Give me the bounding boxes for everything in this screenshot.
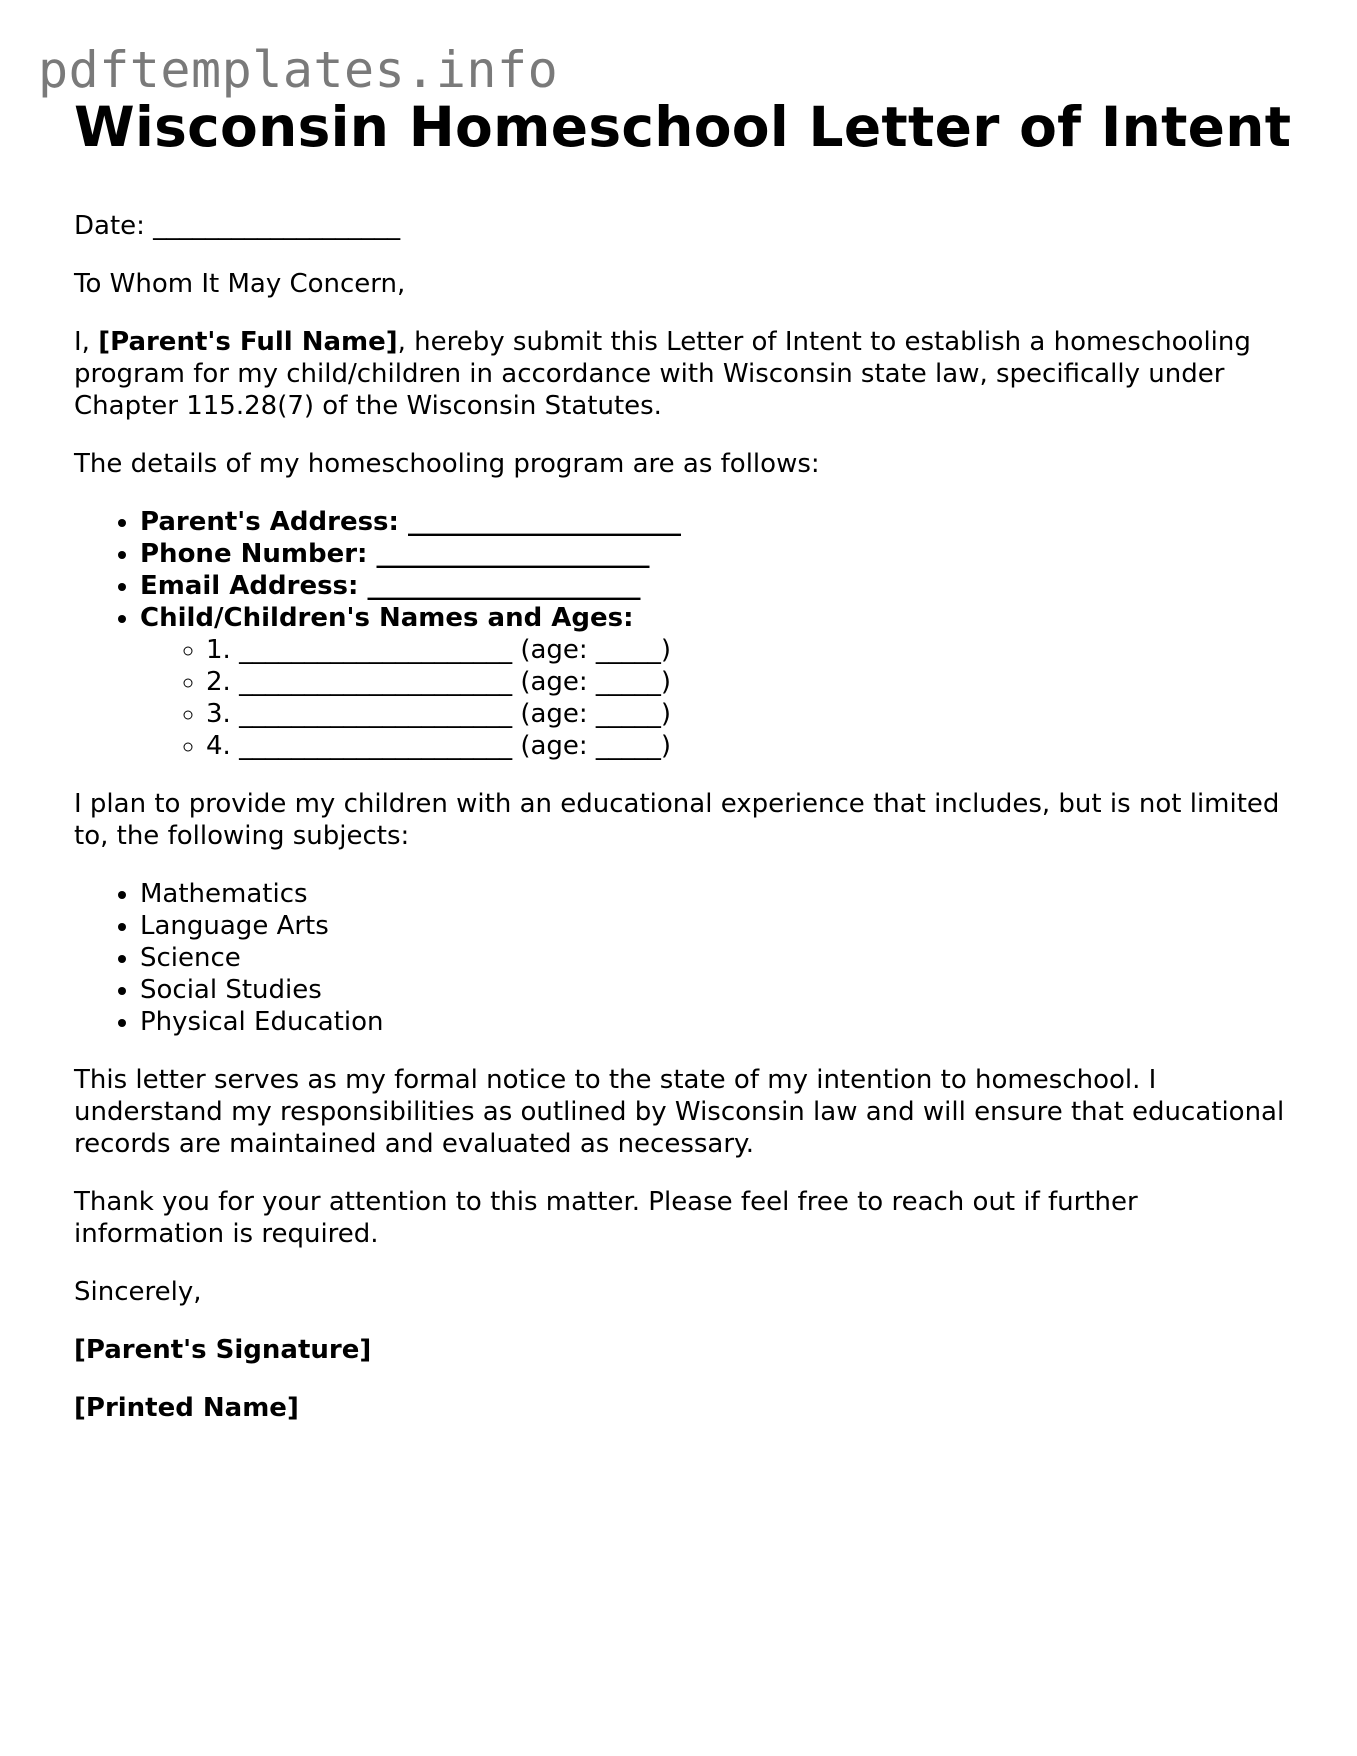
details-item-children xyxy=(140,602,1294,762)
closing: Sincerely, xyxy=(74,1277,202,1307)
subjects-lead: I plan to provide my children with an educational experience that includes, but is not limited to, the following subjects: xyxy=(74,789,1280,851)
address-blank: _____________________ xyxy=(398,507,681,537)
date-field: Date: ___________________ xyxy=(74,211,401,241)
address-label: Parent's Address: xyxy=(140,507,399,537)
child-entry: ◦ 2. _____________________ (age: _____) xyxy=(206,666,1294,698)
letter-page xyxy=(74,92,1294,1424)
subject-item: • Social Studies xyxy=(140,974,1294,1006)
subjects-list xyxy=(74,878,1294,1038)
details-item-phone xyxy=(140,538,1294,570)
signature-placeholder: [Parent's Signature] xyxy=(74,1335,372,1365)
subject-item: • Science xyxy=(140,942,1294,974)
phone-label: Phone Number: xyxy=(140,539,368,569)
details-lead: The details of my homeschooling program are as follows: xyxy=(74,449,820,479)
intro-prefix: I, xyxy=(74,327,99,357)
details-list xyxy=(74,506,1294,762)
parent-name-placeholder: [Parent's Full Name] xyxy=(98,327,398,357)
notice-paragraph: This letter serves as my formal notice to the state of my intention to homeschool. I understand my responsibilities as outlined by Wisconsin law and will ensure that educational records are maintained and evaluated as necessary. xyxy=(74,1065,1285,1159)
subject-item: • Physical Education xyxy=(140,1006,1294,1038)
watermark: pdftemplates.info xyxy=(38,41,559,99)
intro-paragraph xyxy=(74,326,1294,422)
subject-item: • Mathematics xyxy=(140,878,1294,910)
page-title: Wisconsin Homeschool Letter of Intent xyxy=(74,95,1292,159)
email-blank: _____________________ xyxy=(358,571,641,601)
children-label: Child/Children's Names and Ages: xyxy=(140,603,634,633)
email-label: Email Address: xyxy=(140,571,359,601)
child-entry: ◦ 1. _____________________ (age: _____) xyxy=(206,634,1294,666)
children-list xyxy=(140,634,1294,762)
printed-name-placeholder: [Printed Name] xyxy=(74,1393,299,1423)
details-item-address xyxy=(140,506,1294,538)
thanks-paragraph: Thank you for your attention to this matter. Please feel free to reach out if further information is required. xyxy=(74,1187,1138,1249)
greeting: To Whom It May Concern, xyxy=(74,269,406,299)
intro-suffix: , hereby submit this Letter of Intent to establish a homeschooling program for my child/children in accordance with Wisconsin state law, specifically under Chapter 115.28(7) of the Wisconsin Statutes. xyxy=(74,327,1251,421)
child-entry: ◦ 3. _____________________ (age: _____) xyxy=(206,698,1294,730)
child-entry: ◦ 4. _____________________ (age: _____) xyxy=(206,730,1294,762)
subject-item: • Language Arts xyxy=(140,910,1294,942)
details-item-email xyxy=(140,570,1294,602)
phone-blank: _____________________ xyxy=(367,539,650,569)
